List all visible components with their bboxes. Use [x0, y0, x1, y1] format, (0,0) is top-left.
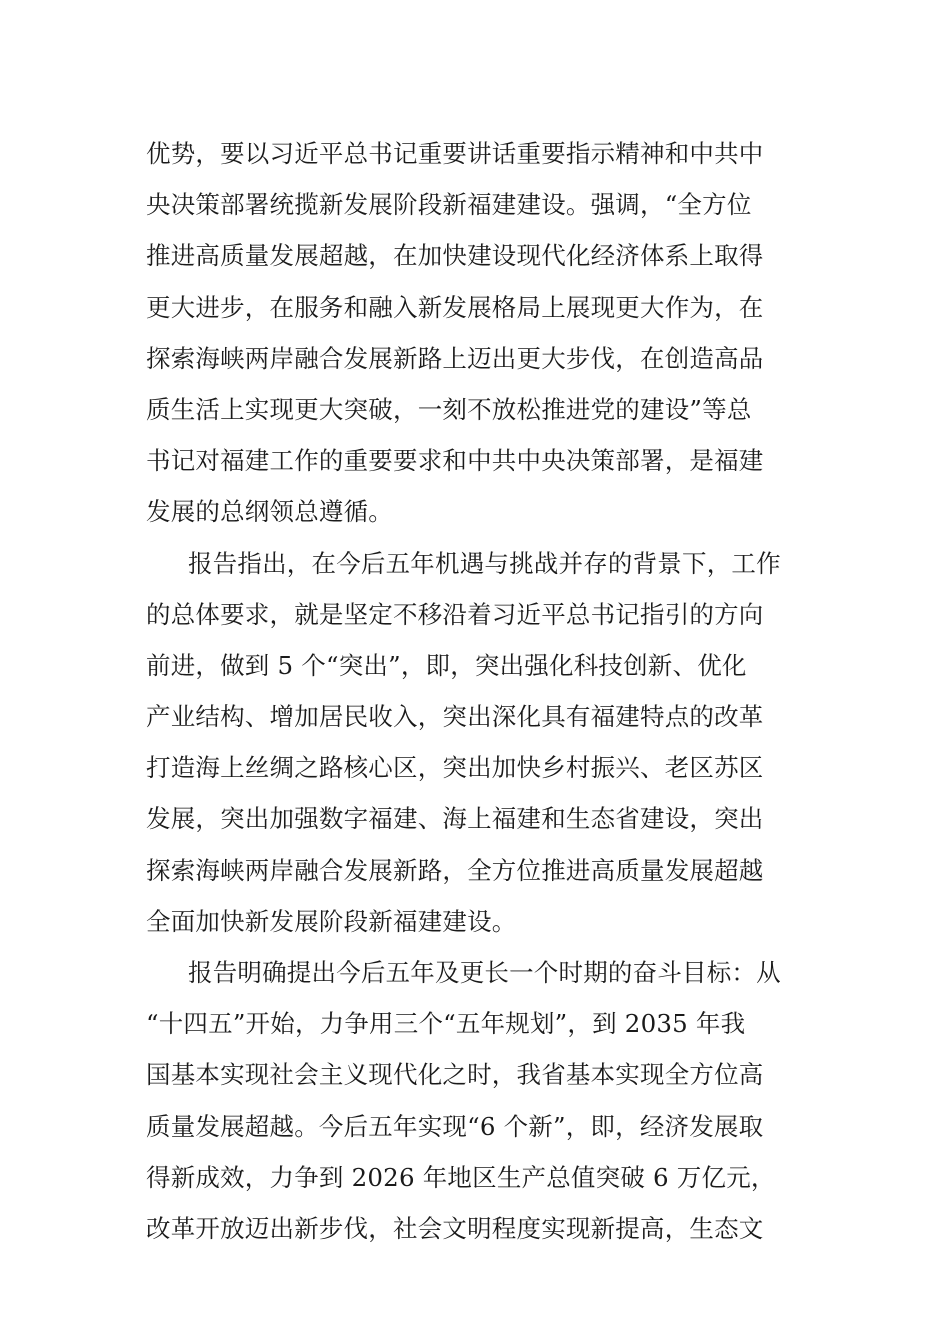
paragraph-first-line: 报告明确提出今后五年及更长一个时期的奋斗目标：从 [188, 958, 781, 987]
text-line: “十四五”开始，力争用三个“五年规划”，到 2035 年我 [146, 1009, 746, 1039]
text-line: 改革开放迈出新步伐，社会文明程度实现新提高，生态文 [146, 1213, 764, 1243]
text-line: 前进，做到 5 个“突出”，即，突出强化科技创新、优化 [146, 650, 747, 680]
text-line: 更大进步，在服务和融入新发展格局上展现更大作为，在 [146, 292, 764, 322]
text-line: 央决策部署统揽新发展阶段新福建建设。强调，“全方位 [146, 190, 752, 220]
text-line: 打造海上丝绸之路核心区，突出加快乡村振兴、老区苏区 [146, 753, 764, 783]
text-line: 探索海峡两岸融合发展新路上迈出更大步伐，在创造高品 [146, 343, 764, 373]
text-line: 全面加快新发展阶段新福建建设。 [146, 906, 517, 936]
body-text [146, 128, 810, 1254]
text-line: 书记对福建工作的重要要求和中共中央决策部署，是福建 [146, 446, 764, 476]
text-line: 产业结构、增加居民收入，突出深化具有福建特点的改革 [146, 702, 764, 732]
text-line: 探索海峡两岸融合发展新路，全方位推进高质量发展超越 [146, 855, 764, 885]
paragraph-first-line: 报告指出，在今后五年机遇与挑战并存的背景下，工作 [188, 548, 781, 578]
text-line: 国基本实现社会主义现代化之时，我省基本实现全方位高 [146, 1060, 764, 1090]
text-line: 推进高质量发展超越，在加快建设现代化经济体系上取得 [146, 241, 764, 271]
text-line: 发展的总纲领总遵循。 [146, 497, 393, 527]
text-line: 质量发展超越。今后五年实现“6 个新”，即，经济发展取 [146, 1111, 764, 1141]
text-line: 质生活上实现更大突破，一刻不放松推进党的建设”等总 [146, 394, 752, 424]
text-line: 得新成效，力争到 2026 年地区生产总值突破 6 万亿元， [146, 1162, 776, 1192]
text-line: 优势，要以习近平总书记重要讲话重要指示精神和中共中 [146, 139, 764, 168]
text-line: 发展，突出加强数字福建、海上福建和生态省建设，突出 [146, 804, 764, 834]
text-line: 的总体要求，就是坚定不移沿着习近平总书记指引的方向 [146, 599, 764, 629]
